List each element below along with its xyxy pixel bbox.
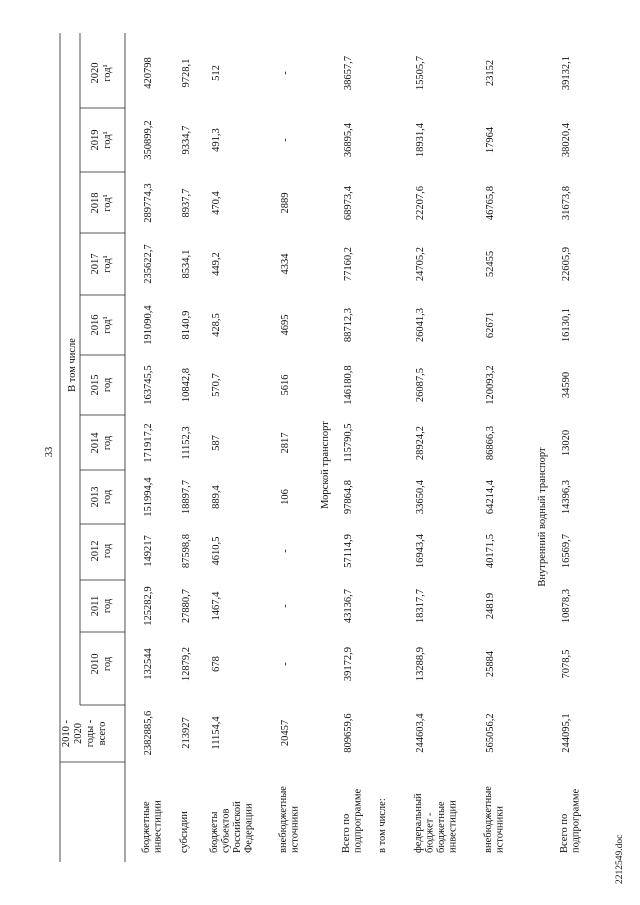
table-cell: 64214,4 bbox=[485, 479, 496, 515]
table-cell: - bbox=[280, 549, 291, 553]
table-cell: 18317,7 bbox=[415, 588, 426, 624]
header-year-unit: год¹ bbox=[102, 131, 113, 149]
table-cell: 36895,4 bbox=[343, 122, 354, 158]
table-cell: 15505,7 bbox=[415, 55, 426, 91]
table-cell: 570,7 bbox=[211, 373, 222, 397]
header-year-unit: год¹ bbox=[102, 64, 113, 82]
table-cell: - bbox=[280, 71, 291, 75]
table-cell: 38020,4 bbox=[561, 122, 572, 158]
row-label: в том числе: bbox=[377, 798, 388, 853]
table-cell: 9728,1 bbox=[181, 58, 192, 88]
table-cell: 24819 bbox=[485, 592, 496, 620]
header-year-unit: год bbox=[102, 543, 113, 559]
table-cell: - bbox=[280, 138, 291, 142]
table-cell: 809659,6 bbox=[343, 713, 354, 753]
table-cell: 587 bbox=[211, 435, 222, 451]
row-label: Федерации bbox=[243, 803, 255, 853]
header-year-number: 2010 bbox=[90, 653, 101, 675]
table-cell: 39132,1 bbox=[561, 55, 572, 91]
table-cell: 11152,3 bbox=[181, 426, 192, 460]
table-cell: 120093,2 bbox=[485, 365, 496, 405]
row-label: подпрограмме bbox=[570, 788, 582, 853]
row-label: субъектов bbox=[220, 808, 232, 853]
table-cell: 213927 bbox=[181, 717, 192, 749]
header-year-number: 2020 bbox=[90, 62, 101, 84]
document-code: 2212549.doc bbox=[615, 834, 625, 884]
table-cell: - bbox=[280, 604, 291, 608]
table-cell: 491,3 bbox=[211, 128, 222, 152]
table-cell: 2889 bbox=[280, 192, 291, 214]
table-body bbox=[141, 56, 582, 853]
row-label: субсидии bbox=[179, 811, 190, 853]
table-cell: 28924,2 bbox=[415, 425, 426, 461]
table-cell: 163745,5 bbox=[143, 365, 154, 405]
table-cell: 16569,7 bbox=[561, 533, 572, 569]
table-cell: 4695 bbox=[280, 314, 291, 336]
row-label: федеральный bbox=[413, 793, 424, 853]
row-label: бюджеты bbox=[209, 811, 220, 853]
header-total-line: всего bbox=[97, 721, 108, 746]
header-total-line: 2020 bbox=[73, 723, 84, 744]
header-total-line: годы - bbox=[85, 719, 96, 748]
table-cell: 33650,4 bbox=[415, 479, 426, 515]
table-cell: 24705,2 bbox=[415, 246, 426, 282]
table-cell: 13288,9 bbox=[415, 646, 426, 682]
table-cell: 7078,5 bbox=[561, 649, 572, 679]
table-cell: 4610,5 bbox=[211, 536, 222, 566]
table-cell: 2382885,6 bbox=[143, 710, 154, 756]
table-cell: 428,5 bbox=[211, 313, 222, 337]
row-label: Российской bbox=[232, 801, 243, 853]
table-cell: 40171,5 bbox=[485, 533, 496, 569]
header-year-number: 2016 bbox=[90, 314, 101, 336]
header-year-number: 2018 bbox=[90, 192, 101, 214]
table-cell: 86866,3 bbox=[485, 425, 496, 461]
header-year-number: 2014 bbox=[90, 432, 101, 454]
table-cell: 678 bbox=[211, 656, 222, 672]
table-cell: 43136,7 bbox=[343, 588, 354, 624]
header-year-number: 2017 bbox=[90, 253, 101, 275]
table-cell: 11154,4 bbox=[211, 716, 222, 750]
header-years bbox=[90, 63, 113, 675]
table-cell: 62671 bbox=[485, 311, 496, 339]
table-cell: 191090,4 bbox=[143, 305, 154, 345]
table-cell: 512 bbox=[211, 65, 222, 81]
section-heading: Внутренний водный транспорт bbox=[537, 447, 548, 587]
table-cell: 88712,3 bbox=[343, 307, 354, 343]
table-cell: 350899,2 bbox=[143, 120, 154, 160]
table-cell: 26041,3 bbox=[415, 307, 426, 343]
table-cell: 97864,8 bbox=[343, 479, 354, 515]
table-cell: 12879,2 bbox=[181, 646, 192, 682]
table-cell: 889,4 bbox=[211, 485, 222, 509]
table-cell: 289774,3 bbox=[143, 183, 154, 223]
table-cell: 22207,6 bbox=[415, 185, 426, 221]
table-cell: 38657,7 bbox=[343, 55, 354, 91]
table-cell: - bbox=[280, 662, 291, 666]
row-label: бюджет - bbox=[424, 812, 436, 853]
page-number: 33 bbox=[44, 446, 55, 458]
table-cell: 14396,3 bbox=[561, 479, 572, 515]
table-cell: 10878,3 bbox=[561, 588, 572, 624]
table-cell: 77160,2 bbox=[343, 246, 354, 282]
row-label: Всего по bbox=[341, 813, 352, 853]
table-cell: 244095,1 bbox=[561, 713, 572, 753]
row-label: инвестиции bbox=[447, 800, 459, 853]
table-cell: 52455 bbox=[485, 250, 496, 278]
table-cell: 4334 bbox=[280, 253, 291, 275]
header-year-number: 2015 bbox=[90, 374, 101, 396]
table-cell: 25884 bbox=[485, 650, 496, 678]
header-year-number: 2019 bbox=[90, 129, 101, 151]
header-total-line: 2010 - bbox=[61, 719, 72, 748]
row-label: Всего по bbox=[559, 813, 570, 853]
table-cell: 1467,4 bbox=[211, 591, 222, 621]
table-cell: 18931,4 bbox=[415, 122, 426, 158]
table-cell: 16130,1 bbox=[561, 307, 572, 343]
table-cell: 420798 bbox=[143, 57, 154, 89]
table-cell: 39172,9 bbox=[343, 646, 354, 682]
table-cell: 13020 bbox=[561, 429, 572, 457]
header-year-unit: год bbox=[102, 435, 113, 451]
table-cell: 16943,4 bbox=[415, 533, 426, 569]
header-year-unit: год¹ bbox=[102, 316, 113, 334]
table-cell: 68973,4 bbox=[343, 185, 354, 221]
table-cell: 151994,4 bbox=[143, 477, 154, 517]
row-label: внебюджетные bbox=[278, 786, 289, 853]
table-cell: 565056,2 bbox=[485, 713, 496, 753]
table-cell: 34590 bbox=[561, 371, 572, 399]
header-year-number: 2012 bbox=[90, 540, 101, 562]
header-total-column bbox=[61, 719, 108, 747]
header-group-label: В том числе bbox=[67, 338, 78, 392]
table-cell: 20457 bbox=[280, 719, 291, 747]
table-cell: 46765,8 bbox=[485, 185, 496, 221]
table-cell: 5616 bbox=[280, 374, 291, 396]
table-cell: 8534,1 bbox=[181, 249, 192, 279]
header-year-unit: год¹ bbox=[102, 194, 113, 212]
table-cell: 8140,9 bbox=[181, 310, 192, 340]
header-year-unit: год bbox=[102, 656, 113, 672]
table-cell: 26087,5 bbox=[415, 367, 426, 403]
table-cell: 17964 bbox=[485, 126, 496, 154]
header-year-number: 2011 bbox=[90, 595, 101, 617]
row-label: бюджетные bbox=[436, 801, 447, 853]
table-cell: 115790,5 bbox=[343, 423, 354, 463]
header-year-unit: год¹ bbox=[102, 255, 113, 273]
section-heading: Морской транспорт bbox=[320, 421, 331, 509]
table-cell: 8937,7 bbox=[181, 188, 192, 218]
table-cell: 22605,9 bbox=[561, 246, 572, 282]
table-cell: 87598,8 bbox=[181, 533, 192, 569]
row-label: источники bbox=[289, 806, 301, 853]
table-cell: 244603,4 bbox=[415, 713, 426, 753]
table-cell: 18897,7 bbox=[181, 479, 192, 515]
header-year-unit: год bbox=[102, 377, 113, 393]
table-cell: 149217 bbox=[143, 535, 154, 567]
row-label: подпрограмме bbox=[352, 788, 364, 853]
table-cell: 470,4 bbox=[211, 191, 222, 215]
row-label: инвестиции bbox=[152, 800, 164, 853]
table-cell: 171917,2 bbox=[143, 423, 154, 463]
table-cell: 106 bbox=[280, 489, 291, 505]
row-label: внебюджетные bbox=[483, 786, 494, 853]
table-cell: 449,2 bbox=[211, 252, 222, 276]
header-year-number: 2013 bbox=[90, 486, 101, 508]
table-cell: 23152 bbox=[485, 59, 496, 87]
table-cell: 146180,8 bbox=[343, 365, 354, 405]
row-label: источники bbox=[494, 806, 506, 853]
table-cell: 132544 bbox=[143, 648, 154, 680]
table-cell: 125282,9 bbox=[143, 586, 154, 626]
table-cell: 27880,7 bbox=[181, 588, 192, 624]
header-year-unit: год bbox=[102, 489, 113, 505]
table-cell: 235622,7 bbox=[143, 244, 154, 284]
table-cell: 57114,9 bbox=[343, 534, 354, 568]
table-cell: 9334,7 bbox=[181, 125, 192, 155]
table-cell: 10842,8 bbox=[181, 367, 192, 403]
table-cell: 2817 bbox=[280, 432, 291, 454]
row-label: бюджетные bbox=[141, 801, 152, 853]
header-year-unit: год bbox=[102, 598, 113, 614]
table-cell: 31673,8 bbox=[561, 185, 572, 221]
